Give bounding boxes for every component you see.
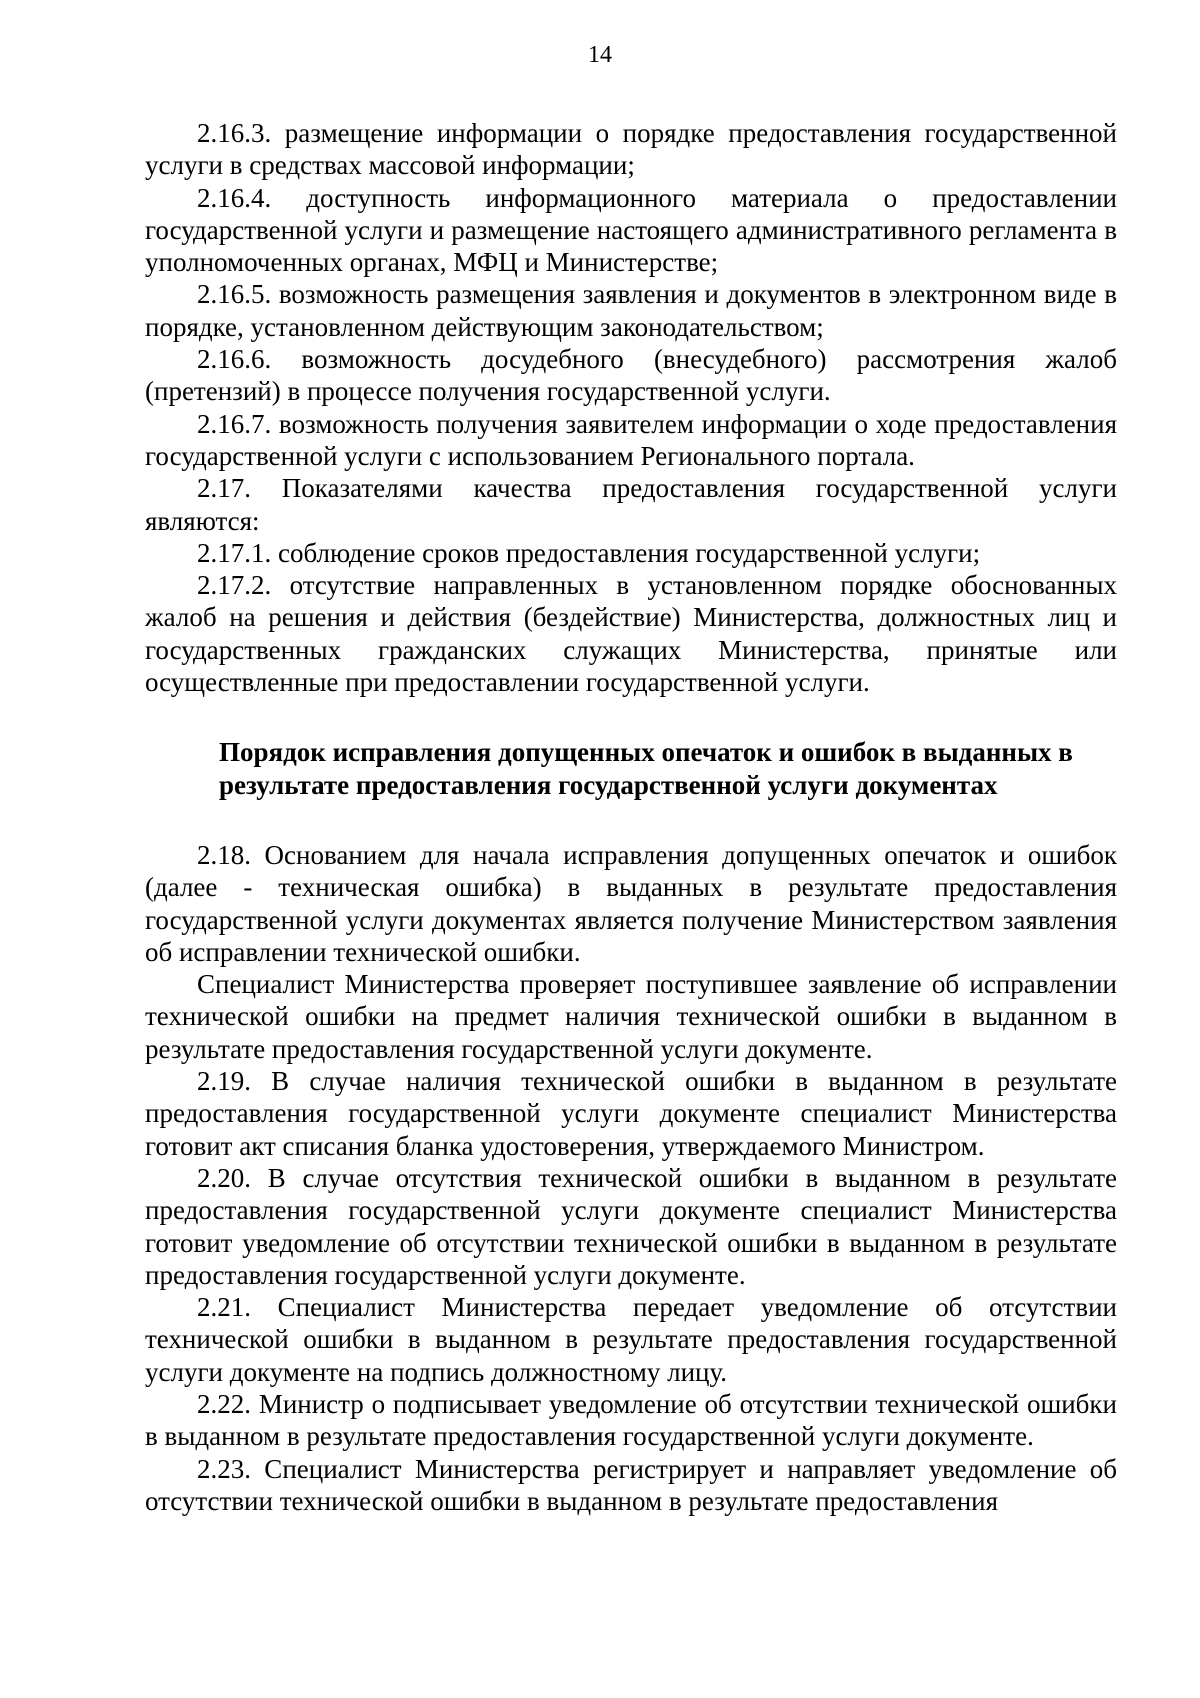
paragraph-2-16-3: 2.16.3. размещение информации о порядке предоставления государственной услуги в средствах массовой информации; — [145, 118, 1117, 181]
paragraph-2-22: 2.22. Министр о подписывает уведомление об отсутствии технической ошибки в выданном в результате предоставления государственной услуги документе. — [145, 1388, 1117, 1452]
paragraph-2-16-6: 2.16.6. возможность досудебного (внесудебного) рассмотрения жалоб (претензий) в процессе получения государственной услуги. — [145, 344, 1117, 407]
paragraph-2-20: 2.20. В случае отсутствия технической ошибки в выданном в результате предоставления государственной услуги документе специалист Министерства готовит уведомление об отсутствии технической ошибки в выданном в результате предоставления государственной услуги документе. — [145, 1162, 1117, 1290]
paragraph-2-19: 2.19. В случае наличия технической ошибки в выданном в результате предоставления государственной услуги документе специалист Министерства готовит акт списания бланка удостоверения, утверждаемого Министром. — [145, 1066, 1117, 1161]
paragraph-2-16-4: 2.16.4. доступность информационного материала о предоставлении государственной услуги и размещение настоящего административного регламента в уполномоченных органах, МФЦ и Министерстве; — [145, 182, 1117, 278]
paragraph-2-16-5: 2.16.5. возможность размещения заявления и документов в электронном виде в порядке, установленном действующим законодательством; — [145, 279, 1117, 342]
document-body — [145, 117, 1117, 1517]
page-number: 14 — [588, 42, 612, 68]
paragraph-2-16-7: 2.16.7. возможность получения заявителем информации о ходе предоставления государственной услуги с использованием Регионального портала. — [145, 408, 1117, 471]
section-heading: Порядок исправления допущенных опечаток и ошибок в выданных в результате предоставления государственной услуги документах — [219, 737, 1073, 800]
paragraph-2-23: 2.23. Специалист Министерства регистрирует и направляет уведомление об отсутствии технической ошибки в выданном в результате предоставления — [145, 1453, 1117, 1516]
paragraph-2-18: 2.18. Основанием для начала исправления допущенных опечаток и ошибок (далее - техническая ошибка) в выданных в результате предоставления государственной услуги документах является получение Министерством заявления об исправлении технической ошибки. — [145, 839, 1117, 967]
paragraph-2-21: 2.21. Специалист Министерства передает уведомление об отсутствии технической ошибки в выданном в результате предоставления государственной услуги документе на подпись должностному лицу. — [145, 1292, 1117, 1387]
paragraph-2-17: 2.17. Показателями качества предоставления государственной услуги являются: — [145, 473, 1117, 536]
paragraph-2-17-1: 2.17.1. соблюдение сроков предоставления государственной услуги; — [197, 537, 981, 568]
paragraph-2-17-2: 2.17.2. отсутствие направленных в установленном порядке обоснованных жалоб на решения и действия (бездействие) Министерства, должностных лиц и государственных гражданских служащих Министерства, принятые или осуществленные при предоставлении государственной услуги. — [145, 570, 1117, 698]
paragraph-specialist-check: Специалист Министерства проверяет поступившее заявление об исправлении технической ошибки на предмет наличия технической ошибки в выданном в результате предоставления государственной услуги документе. — [145, 969, 1117, 1064]
